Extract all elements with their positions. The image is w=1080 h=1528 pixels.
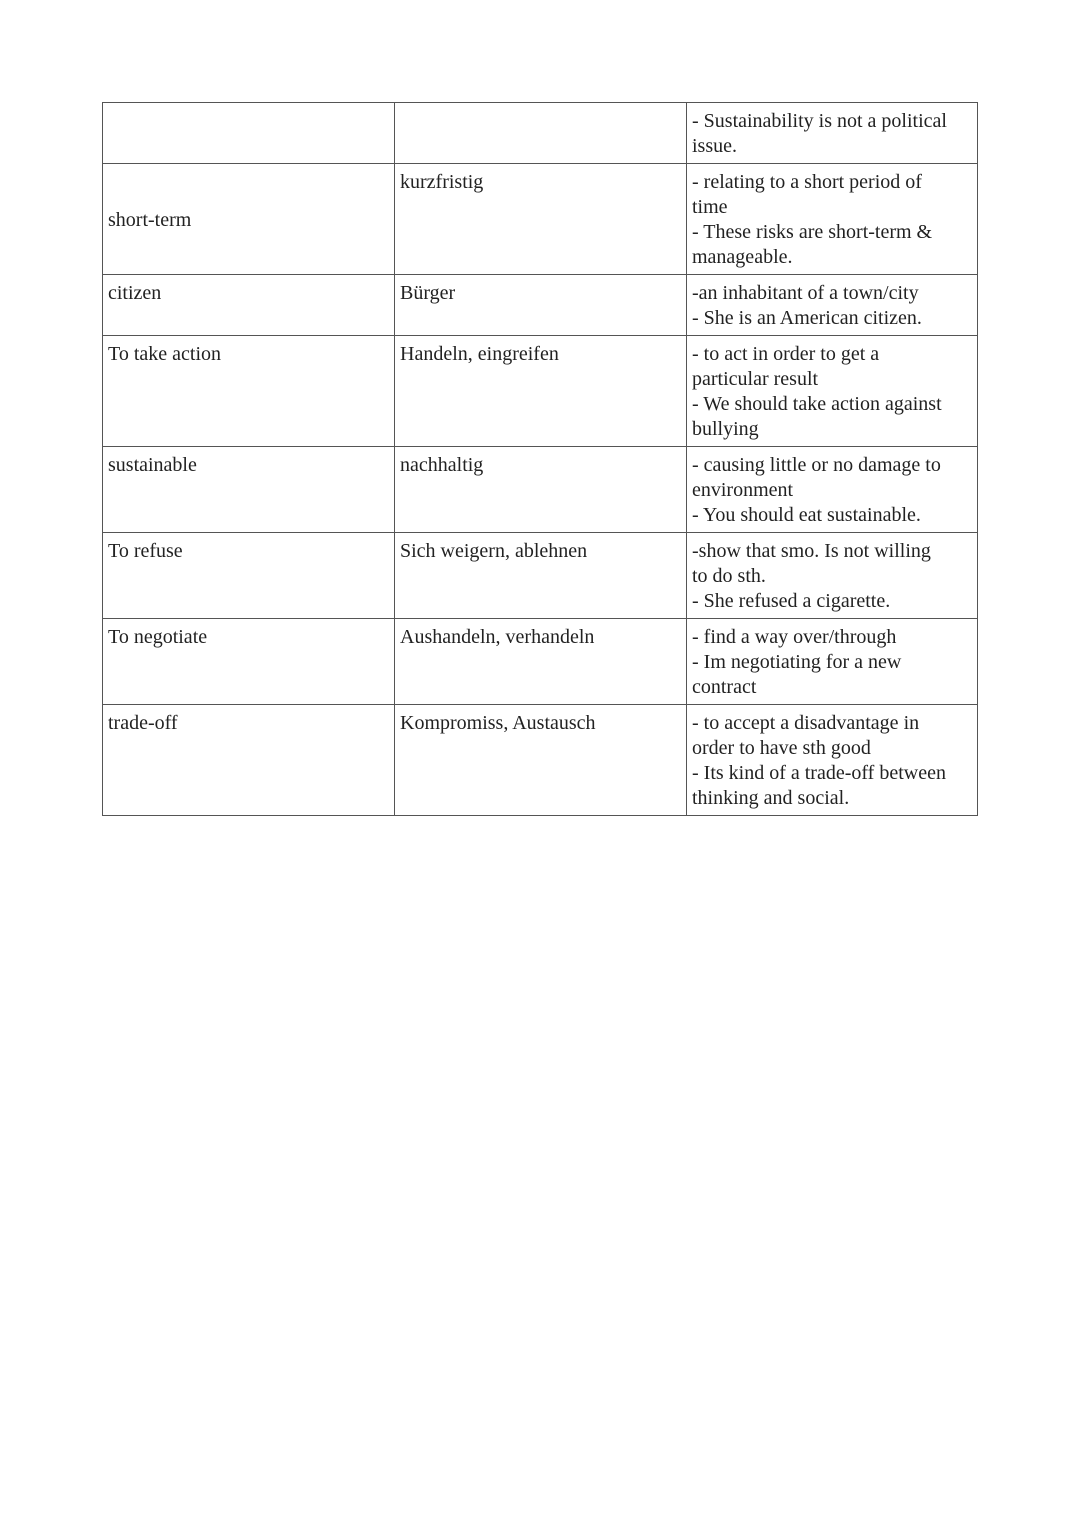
english-term-cell: To refuse <box>103 533 395 619</box>
definition-cell <box>687 336 978 447</box>
vocab-row <box>103 447 978 533</box>
definition-line: -an inhabitant of a town/city <box>692 282 919 304</box>
german-translation-cell: Kompromiss, Austausch <box>395 705 687 816</box>
definition-line: - She refused a cigarette. <box>692 590 891 612</box>
german-translation-cell: nachhaltig <box>395 447 687 533</box>
vocab-row <box>103 619 978 705</box>
definition-line: - Im negotiating for a new <box>692 651 902 673</box>
german-translation-cell: kurzfristig <box>395 164 687 275</box>
english-term-cell: trade-off <box>103 705 395 816</box>
definition-line: - to accept a disadvantage in <box>692 712 920 734</box>
definition-line: bullying <box>692 418 759 440</box>
definition-cell <box>687 619 978 705</box>
definition-line: thinking and social. <box>692 787 850 809</box>
vocabulary-table <box>102 102 978 816</box>
definition-line: -show that smo. Is not willing <box>692 540 931 562</box>
definition-cell <box>687 164 978 275</box>
definition-cell <box>687 103 978 164</box>
definition-line: - These risks are short-term & <box>692 221 933 243</box>
definition-line: time <box>692 196 728 218</box>
german-translation-cell: Handeln, eingreifen <box>395 336 687 447</box>
definition-line: - Sustainability is not a political <box>692 110 947 132</box>
definition-line: to do sth. <box>692 565 766 587</box>
definition-line: - You should eat sustainable. <box>692 504 921 526</box>
vocab-row <box>103 533 978 619</box>
vocab-row <box>103 275 978 336</box>
definition-line: - She is an American citizen. <box>692 307 922 329</box>
vocab-row <box>103 164 978 275</box>
definition-line: environment <box>692 479 794 501</box>
german-translation-cell: Aushandeln, verhandeln <box>395 619 687 705</box>
definition-cell <box>687 705 978 816</box>
english-term-cell <box>103 103 395 164</box>
english-term-cell: short-term <box>103 164 395 275</box>
vocab-row <box>103 103 978 164</box>
definition-line: - Its kind of a trade-off between <box>692 762 946 784</box>
definition-line: contract <box>692 676 757 698</box>
definition-line: - causing little or no damage to <box>692 454 941 476</box>
definition-cell <box>687 447 978 533</box>
vocab-row <box>103 705 978 816</box>
definition-line: issue. <box>692 135 737 157</box>
english-term-cell: To negotiate <box>103 619 395 705</box>
definition-cell <box>687 533 978 619</box>
german-translation-cell: Sich weigern, ablehnen <box>395 533 687 619</box>
vocabulary-table-body <box>103 103 978 816</box>
definition-line: - We should take action against <box>692 393 942 415</box>
english-term-cell: To take action <box>103 336 395 447</box>
definition-line: - find a way over/through <box>692 626 897 648</box>
definition-cell <box>687 275 978 336</box>
definition-line: - relating to a short period of <box>692 171 922 193</box>
german-translation-cell <box>395 103 687 164</box>
german-translation-cell: Bürger <box>395 275 687 336</box>
definition-line: manageable. <box>692 246 793 268</box>
definition-line: order to have sth good <box>692 737 871 759</box>
definition-line: particular result <box>692 368 819 390</box>
english-term-cell: sustainable <box>103 447 395 533</box>
definition-line: - to act in order to get a <box>692 343 880 365</box>
vocab-row <box>103 336 978 447</box>
english-term-cell: citizen <box>103 275 395 336</box>
